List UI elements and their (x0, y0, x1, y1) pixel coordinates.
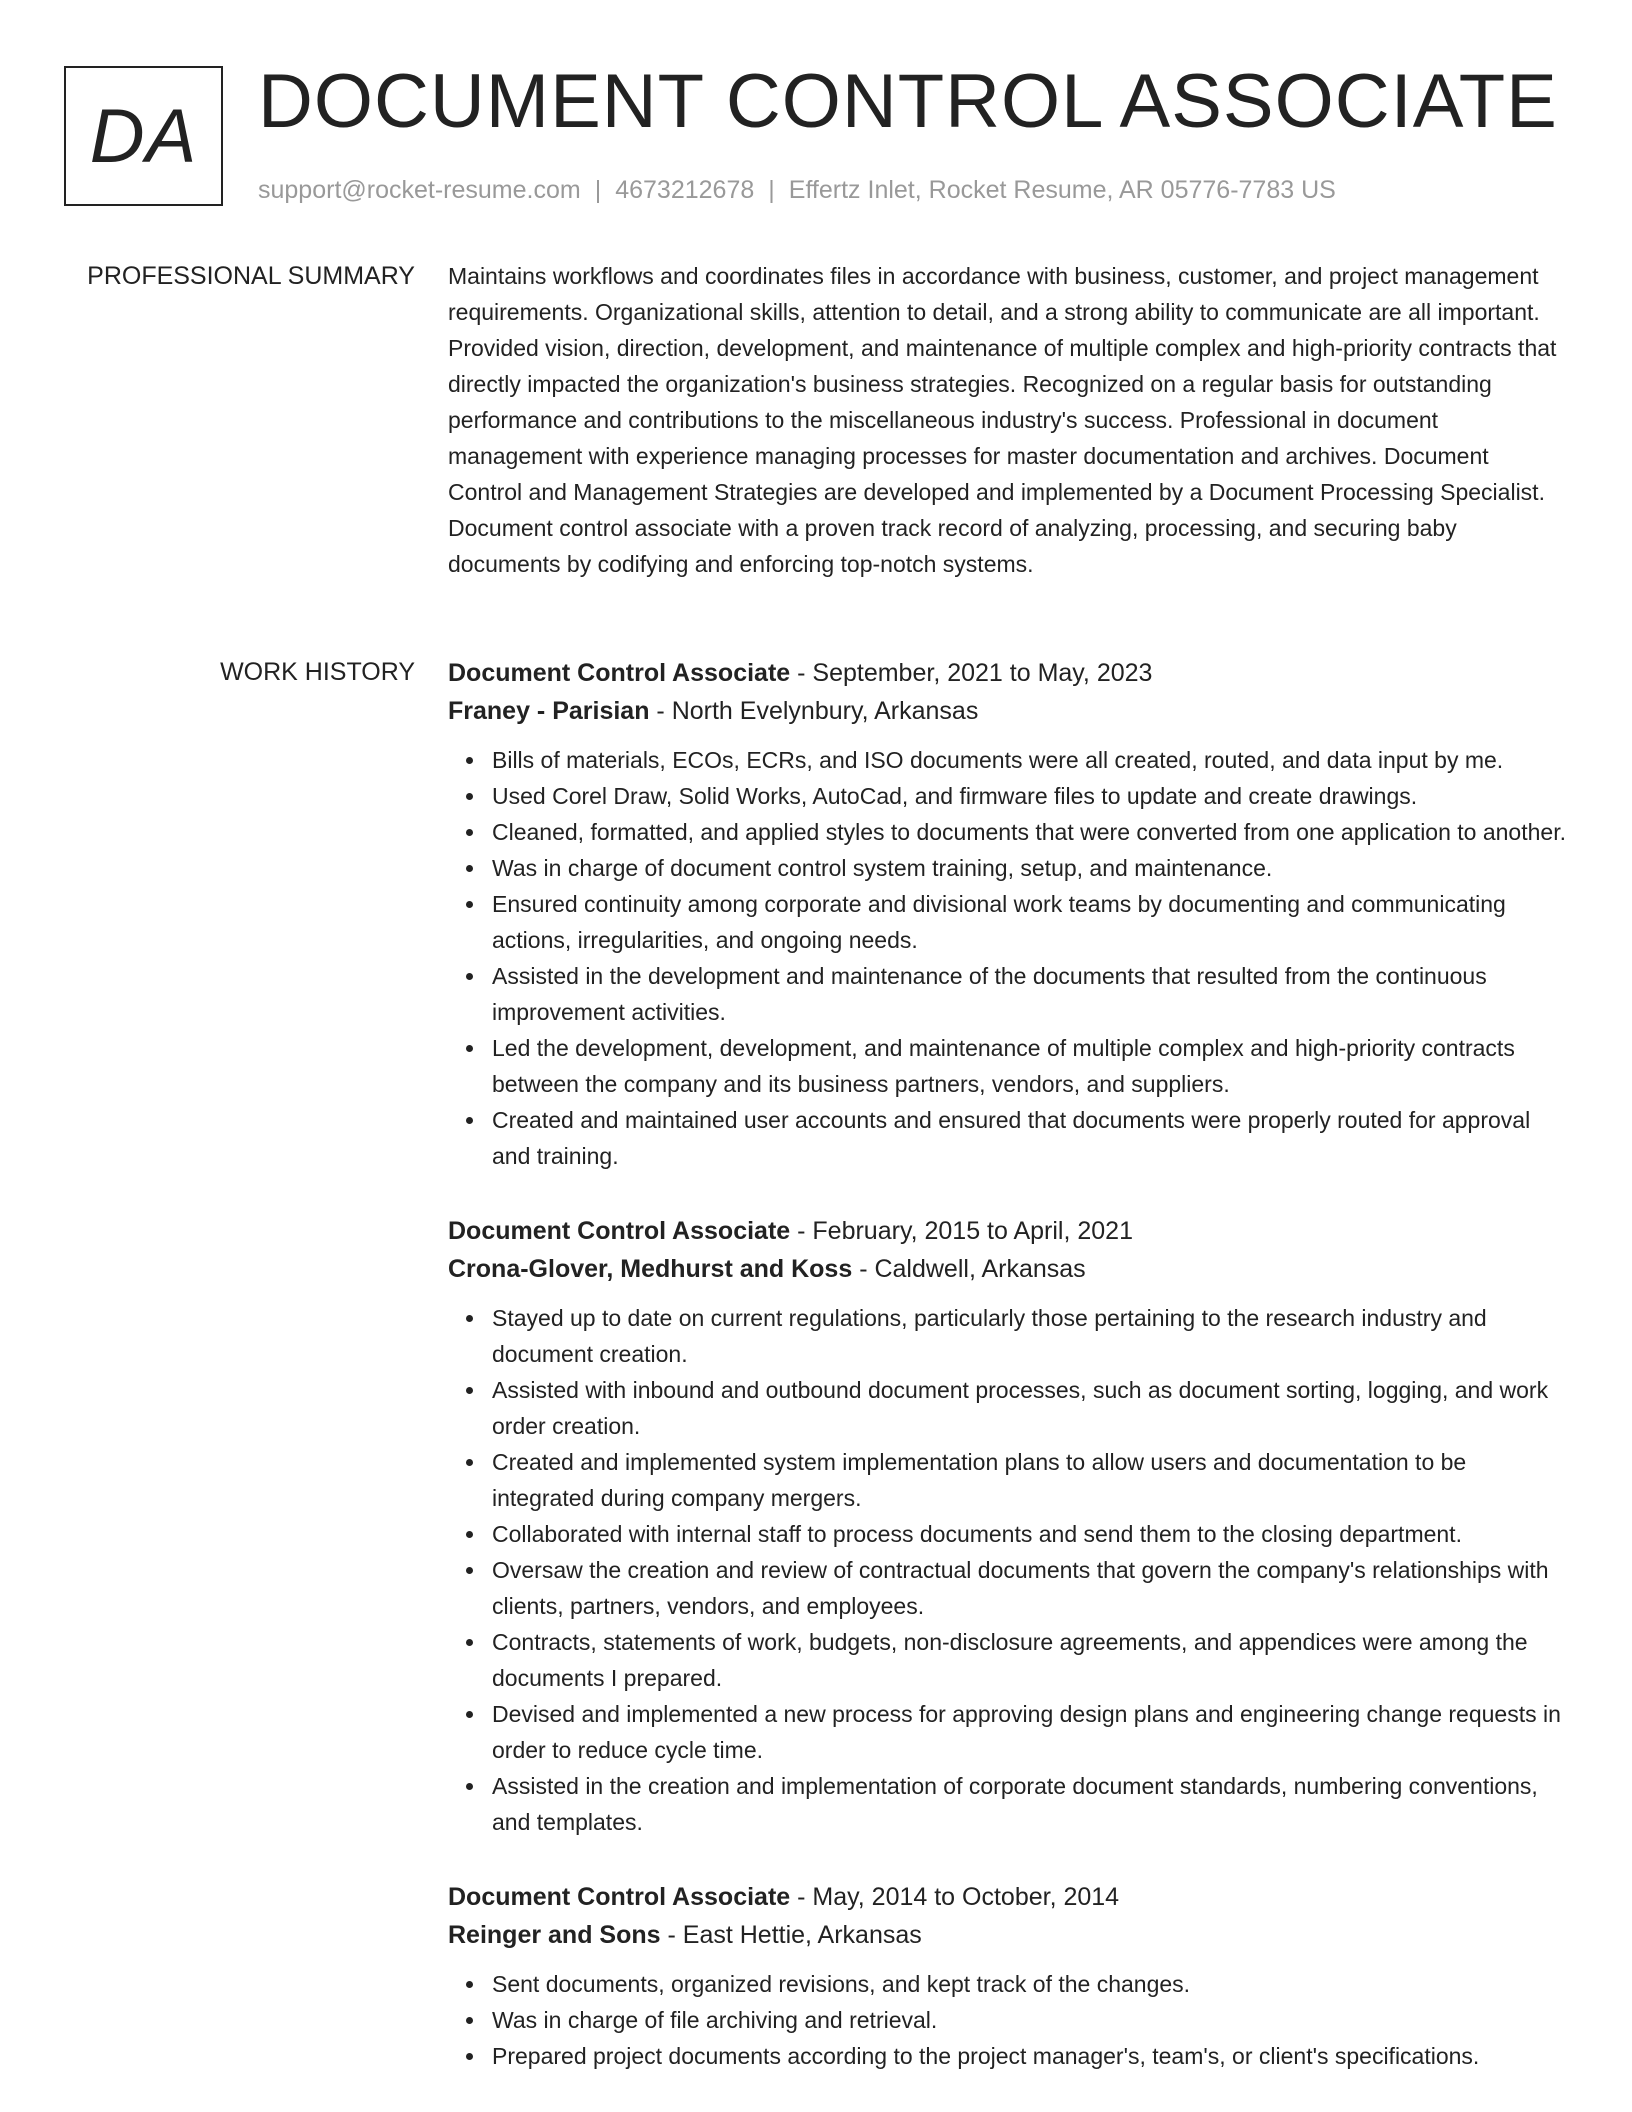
job-bullet: Used Corel Draw, Solid Works, AutoCad, and firmware files to update and create drawings. (492, 778, 1568, 814)
job-bullet: Was in charge of file archiving and retrieval. (492, 2002, 1568, 2038)
contact-separator: | (594, 176, 602, 204)
job-company: Reinger and Sons (448, 1921, 661, 1949)
job-company: Franey - Parisian (448, 697, 650, 725)
job-bullets (448, 1300, 1568, 1840)
job-bullet: Oversaw the creation and review of contractual documents that govern the company's relationships with clients, partners, vendors, and employees. (492, 1552, 1568, 1624)
summary-body (448, 258, 1568, 582)
contact-email[interactable]: support@rocket-resume.com (258, 176, 581, 204)
job-bullet: Stayed up to date on current regulations, particularly those pertaining to the research industry and document creation. (492, 1300, 1568, 1372)
monogram-box (64, 66, 223, 206)
job-bullet: Devised and implemented a new process for approving design plans and engineering change requests in order to reduce cycle time. (492, 1696, 1568, 1768)
job-bullet: Created and maintained user accounts and ensured that documents were properly routed for approval and training. (492, 1102, 1568, 1174)
contact-separator: | (768, 176, 775, 204)
job-title: Document Control Associate (448, 1217, 791, 1245)
job-company-line (448, 692, 1568, 730)
job-bullet: Created and implemented system implementation plans to allow users and documentation to be integrated during company mergers. (492, 1444, 1568, 1516)
work-history-heading: WORK HISTORY (220, 658, 415, 686)
job-bullet: Assisted in the creation and implementation of corporate document standards, numbering conventions, and templates. (492, 1768, 1568, 1840)
job-bullet: Bills of materials, ECOs, ECRs, and ISO documents were all created, routed, and data input by me. (492, 742, 1568, 778)
job-title-line (448, 1212, 1568, 1250)
contact-address: Effertz Inlet, Rocket Resume, AR 05776-7783 US (788, 176, 1336, 204)
job-entry (448, 1878, 1568, 2074)
page-title: DOCUMENT CONTROL ASSOCIATE (258, 59, 1558, 144)
job-title: Document Control Associate (448, 1883, 791, 1911)
job-location: - Caldwell, Arkansas (852, 1255, 1086, 1283)
job-bullets (448, 1966, 1568, 2074)
job-bullet: Collaborated with internal staff to process documents and send them to the closing department. (492, 1516, 1568, 1552)
job-bullet: Cleaned, formatted, and applied styles to documents that were converted from one application to another. (492, 814, 1568, 850)
summary-heading: PROFESSIONAL SUMMARY (87, 262, 415, 290)
summary-text: Maintains workflows and coordinates files in accordance with business, customer, and project management requirements. Organizational skills, attention to detail, and a strong ability to communicate are all important. Provided vision, direction, development, and maintenance of multiple complex and high-priority contracts that directly impacted the organization's business strategies. Recognized on a regular basis for outstanding performance and contributions to the miscellaneous industry's success. Professional in document management with experience managing processes for master documentation and archives. Document Control and Management Strategies are developed and implemented by a Document Processing Specialist. Document control associate with a proven track record of analyzing, processing, and securing baby documents by codifying and enforcing top-notch systems. (448, 263, 1557, 577)
job-dates: - May, 2014 to October, 2014 (790, 1883, 1120, 1911)
contact-line (258, 174, 1336, 206)
job-dates: - February, 2015 to April, 2021 (790, 1217, 1133, 1245)
monogram-initials: DA (89, 93, 198, 179)
job-title-line (448, 654, 1568, 692)
job-company-line (448, 1916, 1568, 1954)
job-location: - North Evelynbury, Arkansas (649, 697, 979, 725)
job-bullet: Led the development, development, and maintenance of multiple complex and high-priority contracts between the company and its business partners, vendors, and suppliers. (492, 1030, 1568, 1102)
job-bullet: Was in charge of document control system training, setup, and maintenance. (492, 850, 1568, 886)
job-company: Crona-Glover, Medhurst and Koss (448, 1255, 853, 1283)
job-bullet: Assisted with inbound and outbound document processes, such as document sorting, logging, and work order creation. (492, 1372, 1568, 1444)
work-history-body (448, 654, 1568, 2112)
job-entry (448, 654, 1568, 1174)
job-title-line (448, 1878, 1568, 1916)
job-bullet: Prepared project documents according to the project manager's, team's, or client's specifications. (492, 2038, 1568, 2074)
job-bullet: Sent documents, organized revisions, and kept track of the changes. (492, 1966, 1568, 2002)
job-bullet: Ensured continuity among corporate and divisional work teams by documenting and communicating actions, irregularities, and ongoing needs. (492, 886, 1568, 958)
job-dates: - September, 2021 to May, 2023 (790, 659, 1153, 687)
job-company-line (448, 1250, 1568, 1288)
job-bullet: Assisted in the development and maintenance of the documents that resulted from the continuous improvement activities. (492, 958, 1568, 1030)
contact-phone[interactable]: 4673212678 (615, 176, 755, 204)
job-location: - East Hettie, Arkansas (660, 1921, 922, 1949)
job-bullet: Contracts, statements of work, budgets, non-disclosure agreements, and appendices were among the documents I prepared. (492, 1624, 1568, 1696)
job-bullets (448, 742, 1568, 1174)
job-title: Document Control Associate (448, 659, 791, 687)
job-entry (448, 1212, 1568, 1840)
